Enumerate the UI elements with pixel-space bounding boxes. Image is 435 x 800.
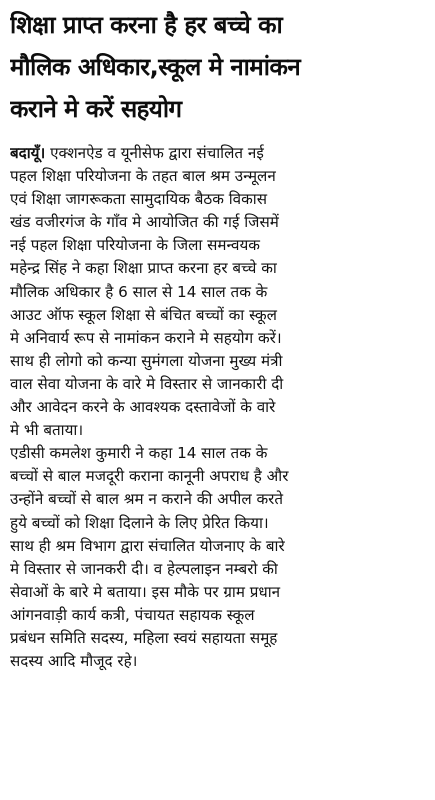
article-line: उन्होंने बच्चों से बाल श्रम न कराने की अपील करते [10,490,283,509]
article-line: खंड वजीरगंज के गाँव मे आयोजित की गई जिसमें [10,213,279,232]
article-line: सदस्य आदि मौजूद रहे। [10,652,138,671]
dateline: बदायूँ। [10,144,46,162]
article-line: साथ ही श्रम विभाग द्वारा संचालित योजनाए के बारे [10,536,285,555]
article-line: और आवेदन करने के आवश्यक दस्तावेजों के वारे [10,398,276,417]
article-line: एवं शिक्षा जागरूकता सामुदायिक बैठक विकास [10,190,267,209]
article-line: प्रबंधन समिति सदस्य, महिला स्वयं सहायता समूह [10,628,278,647]
article-line: वाल सेवा योजना के वारे मे विस्तार से जानकारी दी [10,374,284,393]
article-body [10,142,430,673]
article-line: नई पहल शिक्षा परियोजना के जिला समन्वयक [10,236,260,255]
article-line-1 [10,142,430,165]
headline-line-2: मौलिक अधिकार,स्कूल मे नामांकन [10,53,301,81]
article-line: एडीसी कमलेश कुमारी ने कहा 14 साल तक के [10,444,268,463]
article-line: मे विस्तार से जानकरी दी। व हेल्पलाइन नम्बरो की [10,559,278,578]
headline-line-1: शिक्षा प्राप्त करना है हर बच्चे का [10,11,283,39]
news-article [10,0,430,800]
article-line: साथ ही लोगो को कन्या सुमंगला योजना मुख्य मंत्री [10,351,283,370]
article-line: आउट ऑफ स्कूल शिक्षा से बंचित बच्चों का स्कूल [10,305,277,324]
article-line: मे भी बताया। [10,421,84,440]
headline-line-3: कराने मे करें सहयोग [10,95,182,123]
article-line: पहल शिक्षा परियोजना के तहत बाल श्रम उन्मूलन [10,167,276,186]
article-line: बच्चों से बाल मजदूरी कराना कानूनी अपराध है और [10,467,289,486]
article-line: मौलिक अधिकार है 6 साल से 14 साल तक के [10,282,268,301]
article-line-1-text: एक्शनऐड व यूनीसेफ द्वारा संचालित नई [45,144,264,162]
article-line: महेन्द्र सिंह ने कहा शिक्षा प्राप्त करना हर बच्चे का [10,259,277,278]
headline [10,0,430,130]
article-line: सेवाओं के बारे मे बताया। इस मौके पर ग्राम प्रधान [10,582,281,601]
article-line: हुये बच्चों को शिक्षा दिलाने के लिए प्रेरित किया। [10,513,269,532]
article-line: मे अनिवार्य रूप से नामांकन कराने मे सहयोग करें। [10,328,282,347]
article-line: आंगनवाड़ी कार्य कत्री, पंचायत सहायक स्कूल [10,605,255,624]
